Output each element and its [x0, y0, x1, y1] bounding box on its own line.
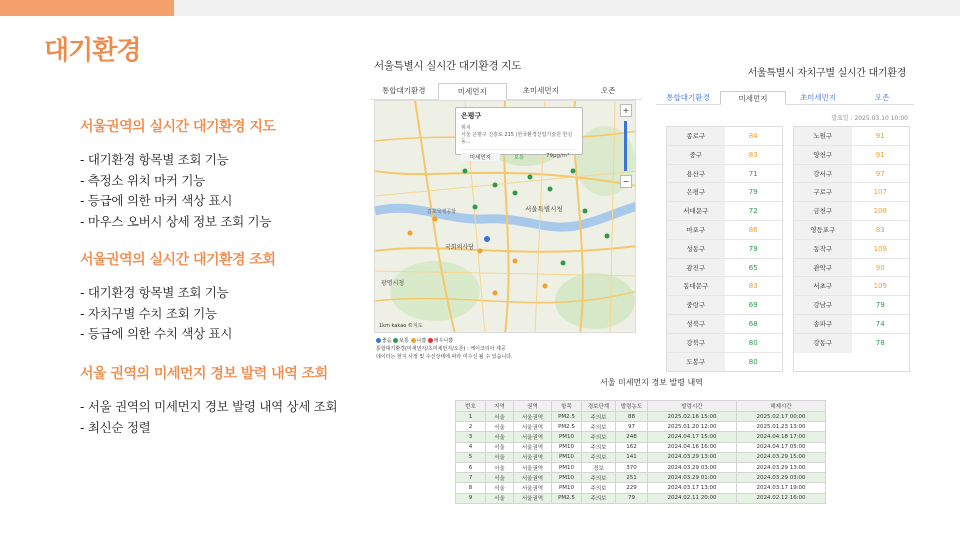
alert-cell: 주의보	[582, 473, 616, 483]
district-name: 강서구	[794, 165, 852, 183]
alert-cell: 248	[616, 432, 648, 442]
legend-dot-normal	[393, 338, 398, 343]
popup-unit: 79μg/m³	[545, 153, 570, 159]
table-row	[456, 422, 826, 432]
alert-cell: 2	[456, 422, 486, 432]
map-tab-integrated[interactable]: 통합대기환경	[382, 86, 426, 95]
alert-cell: PM2.5	[552, 493, 582, 503]
district-value: 109	[873, 244, 887, 253]
district-name: 노원구	[794, 127, 852, 145]
legend-very-bad: 매우나쁨	[433, 338, 454, 344]
alert-cell: 주의보	[582, 412, 616, 422]
alert-cell: PM10	[552, 473, 582, 483]
bullet: - 측정소 위치 마커 기능	[80, 172, 205, 188]
alert-cell: 97	[616, 422, 648, 432]
legend-dot-very-bad	[428, 338, 433, 343]
district-name: 강북구	[667, 334, 725, 352]
district-name: 광진구	[667, 259, 725, 277]
district-value: 86	[748, 225, 758, 234]
district-name: 강남구	[794, 296, 852, 314]
map-panel	[366, 58, 652, 370]
alert-cell: 서울권역	[514, 483, 552, 493]
alert-cell: 2024.03.29 13:00	[648, 452, 737, 462]
air-quality-map[interactable]	[374, 100, 636, 333]
section-realtime-query	[80, 249, 275, 345]
alert-header-row	[456, 401, 826, 412]
alert-cell: 370	[616, 462, 648, 472]
district-name: 용산구	[667, 165, 725, 183]
station-popup	[455, 107, 583, 161]
district-row	[667, 165, 782, 184]
bullet: - 서울 권역의 미세먼지 경보 발령 내역 상세 조회	[80, 399, 338, 414]
map-note: 통합대기환경(미세먼지/초미세먼지/오존) : 케이코리아 제공	[376, 346, 506, 352]
alert-cell: 서울권역	[514, 412, 552, 422]
alert-cell: 6	[456, 462, 486, 472]
district-column-right	[793, 126, 910, 372]
district-value: 72	[748, 207, 758, 216]
district-panel	[652, 64, 918, 366]
alert-cell: 주의보	[582, 493, 616, 503]
district-value: 107	[873, 188, 887, 197]
district-row	[667, 315, 782, 334]
district-row	[794, 202, 909, 221]
district-row	[794, 296, 909, 315]
district-name: 성북구	[667, 315, 725, 333]
alert-body	[456, 412, 826, 504]
district-value: 91	[875, 150, 885, 159]
alert-cell: 서울권역	[514, 452, 552, 462]
alert-cell: 주의보	[582, 452, 616, 462]
place-label-gwangmyeong: 광명시청	[381, 280, 405, 287]
popup-pm-label: 미세먼지	[461, 153, 500, 161]
section-realtime-map	[80, 116, 275, 232]
alert-cell: 서울권역	[514, 432, 552, 442]
alert-cell: 2024.02.12 16:00	[737, 493, 826, 503]
bullet: - 등급에 의한 마커 색상 표시	[80, 193, 233, 208]
alert-cell: 3	[456, 432, 486, 442]
alert-header-cell: 해제시간	[737, 401, 826, 412]
map-scale: 1km kakao ©지도	[379, 323, 423, 329]
alert-title: 서울 미세먼지 경보 발령 내역	[600, 378, 703, 387]
popup-values	[461, 149, 577, 161]
alert-header-cell: 권역	[514, 401, 552, 412]
alert-cell: PM10	[552, 462, 582, 472]
alert-cell: 주의보	[582, 483, 616, 493]
alert-cell: 서울	[486, 412, 514, 422]
alert-header-cell: 지역	[486, 401, 514, 412]
map-note: 데이터는 현지 사정 및 수신상태에 따라 미수신 될 수 있습니다.	[376, 354, 513, 360]
alert-cell: 162	[616, 442, 648, 452]
district-name: 동작구	[794, 240, 852, 258]
district-name: 종로구	[667, 127, 725, 145]
district-row	[667, 240, 782, 259]
district-row	[667, 127, 782, 146]
district-value: 79	[875, 301, 885, 310]
district-row	[794, 259, 909, 278]
section-heading: 서울권역의 실시간 대기환경 조회	[80, 252, 276, 268]
district-name: 중랑구	[667, 296, 725, 314]
district-name: 송파구	[794, 315, 852, 333]
alert-cell: 경보	[582, 462, 616, 472]
alert-cell: 서울권역	[514, 493, 552, 503]
alert-cell: 2024.03.17 19:00	[737, 483, 826, 493]
section-heading: 서울권역의 실시간 대기환경 지도	[80, 119, 276, 135]
table-row	[456, 452, 826, 462]
legend-good: 좋음	[382, 338, 392, 344]
district-row	[667, 202, 782, 221]
district-tab-pm25[interactable]: 초미세먼지	[799, 93, 837, 102]
bullet: - 등급에 의한 수치 색상 표시	[80, 326, 233, 341]
alert-cell: 2025.02.16 15:00	[648, 412, 737, 422]
district-name: 동대문구	[667, 277, 725, 295]
table-row	[456, 442, 826, 452]
district-value: 80	[748, 338, 758, 347]
alert-cell: 2024.03.17 13:00	[648, 483, 737, 493]
alert-cell: 2025.01.23 13:00	[737, 422, 826, 432]
district-row	[667, 183, 782, 202]
district-value: 71	[748, 169, 758, 178]
district-row	[794, 165, 909, 184]
alert-cell: 2025.01.20 12:00	[648, 422, 737, 432]
alert-cell: 2024.03.29 01:00	[648, 473, 737, 483]
alert-cell: 서울	[486, 422, 514, 432]
district-title: 서울특별시 자치구별 실시간 대기환경	[747, 68, 906, 79]
alert-cell: 2024.04.16 16:00	[648, 442, 737, 452]
alert-cell: 79	[616, 493, 648, 503]
place-label-gimpo: 김포국제공항	[427, 209, 456, 215]
alert-header-cell: 발령시간	[648, 401, 737, 412]
district-name: 구로구	[794, 183, 852, 201]
district-name: 성동구	[667, 240, 725, 258]
district-name: 영등포구	[794, 221, 852, 239]
alert-cell: 서울	[486, 452, 514, 462]
section-alert-history	[80, 363, 337, 438]
alert-cell: 229	[616, 483, 648, 493]
bullet: - 최신순 정렬	[80, 419, 151, 435]
alert-cell: 서울권역	[514, 462, 552, 472]
district-value: 79	[748, 188, 758, 197]
alert-header-cell: 발령농도	[616, 401, 648, 412]
district-name: 서대문구	[667, 202, 725, 220]
district-value: 78	[875, 338, 885, 347]
table-row	[456, 412, 826, 422]
district-row	[667, 259, 782, 278]
alert-cell: 8	[456, 483, 486, 493]
table-row	[456, 462, 826, 472]
district-updated: 발표일 : 2025.03.10 10:00	[831, 115, 908, 122]
bullet: - 마우스 오버시 상세 정보 조회 기능	[80, 213, 272, 229]
district-name: 도봉구	[667, 353, 725, 372]
alert-cell: PM2.5	[552, 422, 582, 432]
alert-cell: 2024.03.29 13:00	[737, 462, 826, 472]
district-value: 74	[875, 319, 885, 328]
map-title: 서울특별시 실시간 대기환경 지도	[374, 60, 521, 72]
district-row	[794, 240, 909, 259]
district-column-left	[666, 126, 783, 372]
map-tab-pm25[interactable]: 초미세먼지	[522, 86, 559, 95]
map-legend	[376, 337, 652, 361]
table-row	[456, 493, 826, 503]
alert-cell: 1	[456, 412, 486, 422]
bullet: - 대기환경 항목별 조회 기능	[80, 285, 229, 300]
legend-normal: 보통	[399, 338, 409, 344]
district-row	[667, 146, 782, 165]
table-row	[456, 432, 826, 442]
alert-cell: 서울	[486, 462, 514, 472]
alert-cell: 서울	[486, 432, 514, 442]
district-name: 중구	[667, 146, 725, 164]
district-value: 69	[748, 301, 758, 310]
alert-header-cell: 항목	[552, 401, 582, 412]
alert-cell: 2024.04.18 17:00	[737, 432, 826, 442]
legend-dot-bad	[411, 338, 416, 343]
alert-cell: 서울권역	[514, 473, 552, 483]
alert-cell: 서울	[486, 442, 514, 452]
district-value: 97	[875, 169, 885, 178]
section-heading: 서울 권역의 미세먼지 경보 발력 내역 조회	[80, 366, 328, 382]
district-value: 84	[748, 132, 758, 140]
map-tab-ozone[interactable]: 오존	[601, 86, 616, 95]
district-name: 양천구	[794, 146, 852, 164]
district-value: 109	[873, 282, 887, 291]
alert-cell: 141	[616, 452, 648, 462]
map-tab-pm10[interactable]: 미세먼지	[438, 83, 508, 100]
table-row	[456, 483, 826, 493]
alert-cell: 2024.03.29 03:00	[737, 473, 826, 483]
alert-header-cell: 경보단계	[582, 401, 616, 412]
alert-cell: 251	[616, 473, 648, 483]
alert-cell: 2024.03.29 03:00	[648, 462, 737, 472]
district-name: 관악구	[794, 259, 852, 277]
alert-cell: 9	[456, 493, 486, 503]
district-row	[667, 353, 782, 372]
alert-cell: 서울	[486, 483, 514, 493]
district-row	[794, 127, 909, 146]
alert-cell: PM10	[552, 442, 582, 452]
alert-cell: PM10	[552, 432, 582, 442]
legend-bad: 나쁨	[416, 338, 427, 344]
district-value: 68	[748, 319, 758, 328]
alert-cell: 서울권역	[514, 422, 552, 432]
district-value: 91	[875, 132, 885, 140]
district-tab-ozone[interactable]: 오존	[874, 93, 890, 102]
place-label-assembly: 국회의사당	[445, 244, 474, 251]
alert-cell: PM2.5	[552, 412, 582, 422]
district-row	[667, 277, 782, 296]
district-row	[794, 146, 909, 165]
bullet: - 자치구별 수치 조회 기능	[80, 305, 217, 321]
alert-cell: 주의보	[582, 442, 616, 452]
top-accent-bar	[0, 0, 174, 16]
district-tab-integrated[interactable]: 통합대기환경	[666, 93, 710, 102]
zoom-slider[interactable]	[624, 121, 627, 171]
alert-header-cell: 번호	[456, 401, 486, 412]
zoom-in-button[interactable]: +	[620, 104, 632, 117]
alert-cell: 5	[456, 452, 486, 462]
district-value: 83	[748, 150, 758, 159]
slide-title: 대기환경	[44, 36, 141, 66]
district-name: 마포구	[667, 221, 725, 239]
alert-cell: 2024.04.17 05:00	[737, 442, 826, 452]
district-row	[794, 221, 909, 240]
alert-cell: 서울	[486, 493, 514, 503]
district-row	[794, 334, 909, 353]
district-row	[667, 221, 782, 240]
district-value: 80	[748, 357, 758, 366]
district-row	[794, 277, 909, 296]
alert-cell: 서울	[486, 473, 514, 483]
top-bar	[174, 0, 960, 16]
alert-cell: 주의보	[582, 422, 616, 432]
district-name: 서초구	[794, 277, 852, 295]
district-value: 83	[748, 282, 758, 291]
district-row	[794, 315, 909, 334]
district-name: 은평구	[667, 183, 725, 201]
table-row	[456, 473, 826, 483]
district-row	[667, 334, 782, 353]
popup-grade: 보통	[513, 155, 525, 161]
alert-cell: PM10	[552, 483, 582, 493]
alert-cell: PM10	[552, 452, 582, 462]
alert-cell: 2025.02.17 00:00	[737, 412, 826, 422]
alert-table	[455, 400, 826, 504]
alert-cell: 88	[616, 412, 648, 422]
place-label-cityhall: 서울특별시청	[525, 205, 563, 213]
district-row	[667, 296, 782, 315]
district-tab-pm10[interactable]: 미세먼지	[720, 91, 786, 105]
popup-address: 서울 은평구 진흥로 215 (한국환경산업기술원 한실동...	[461, 132, 573, 145]
alert-cell: 2024.04.17 15:00	[648, 432, 737, 442]
district-value: 90	[875, 263, 885, 272]
district-value: 65	[748, 263, 758, 272]
popup-location-label: 위치	[461, 125, 471, 131]
district-value: 108	[873, 207, 887, 216]
legend-dot-good	[376, 338, 381, 343]
alert-cell: 4	[456, 442, 486, 452]
popup-station-name: 은평구	[461, 112, 482, 120]
district-name: 강동구	[794, 334, 852, 353]
district-value: 79	[748, 244, 758, 253]
alert-cell: 2024.02.11 20:00	[648, 493, 737, 503]
zoom-out-button[interactable]: −	[620, 175, 632, 188]
alert-cell: 서울권역	[514, 442, 552, 452]
district-value: 83	[875, 225, 885, 234]
bullet: - 대기환경 항목별 조회 기능	[80, 152, 229, 167]
alert-table-wrap	[455, 400, 825, 512]
district-grid	[666, 126, 918, 372]
alert-cell: 2024.03.29 15:00	[737, 452, 826, 462]
alert-cell: 주의보	[582, 432, 616, 442]
map-tabs	[370, 83, 642, 100]
district-name: 금천구	[794, 202, 852, 220]
alert-cell: 7	[456, 473, 486, 483]
district-row	[794, 183, 909, 202]
district-tabs	[656, 91, 914, 105]
